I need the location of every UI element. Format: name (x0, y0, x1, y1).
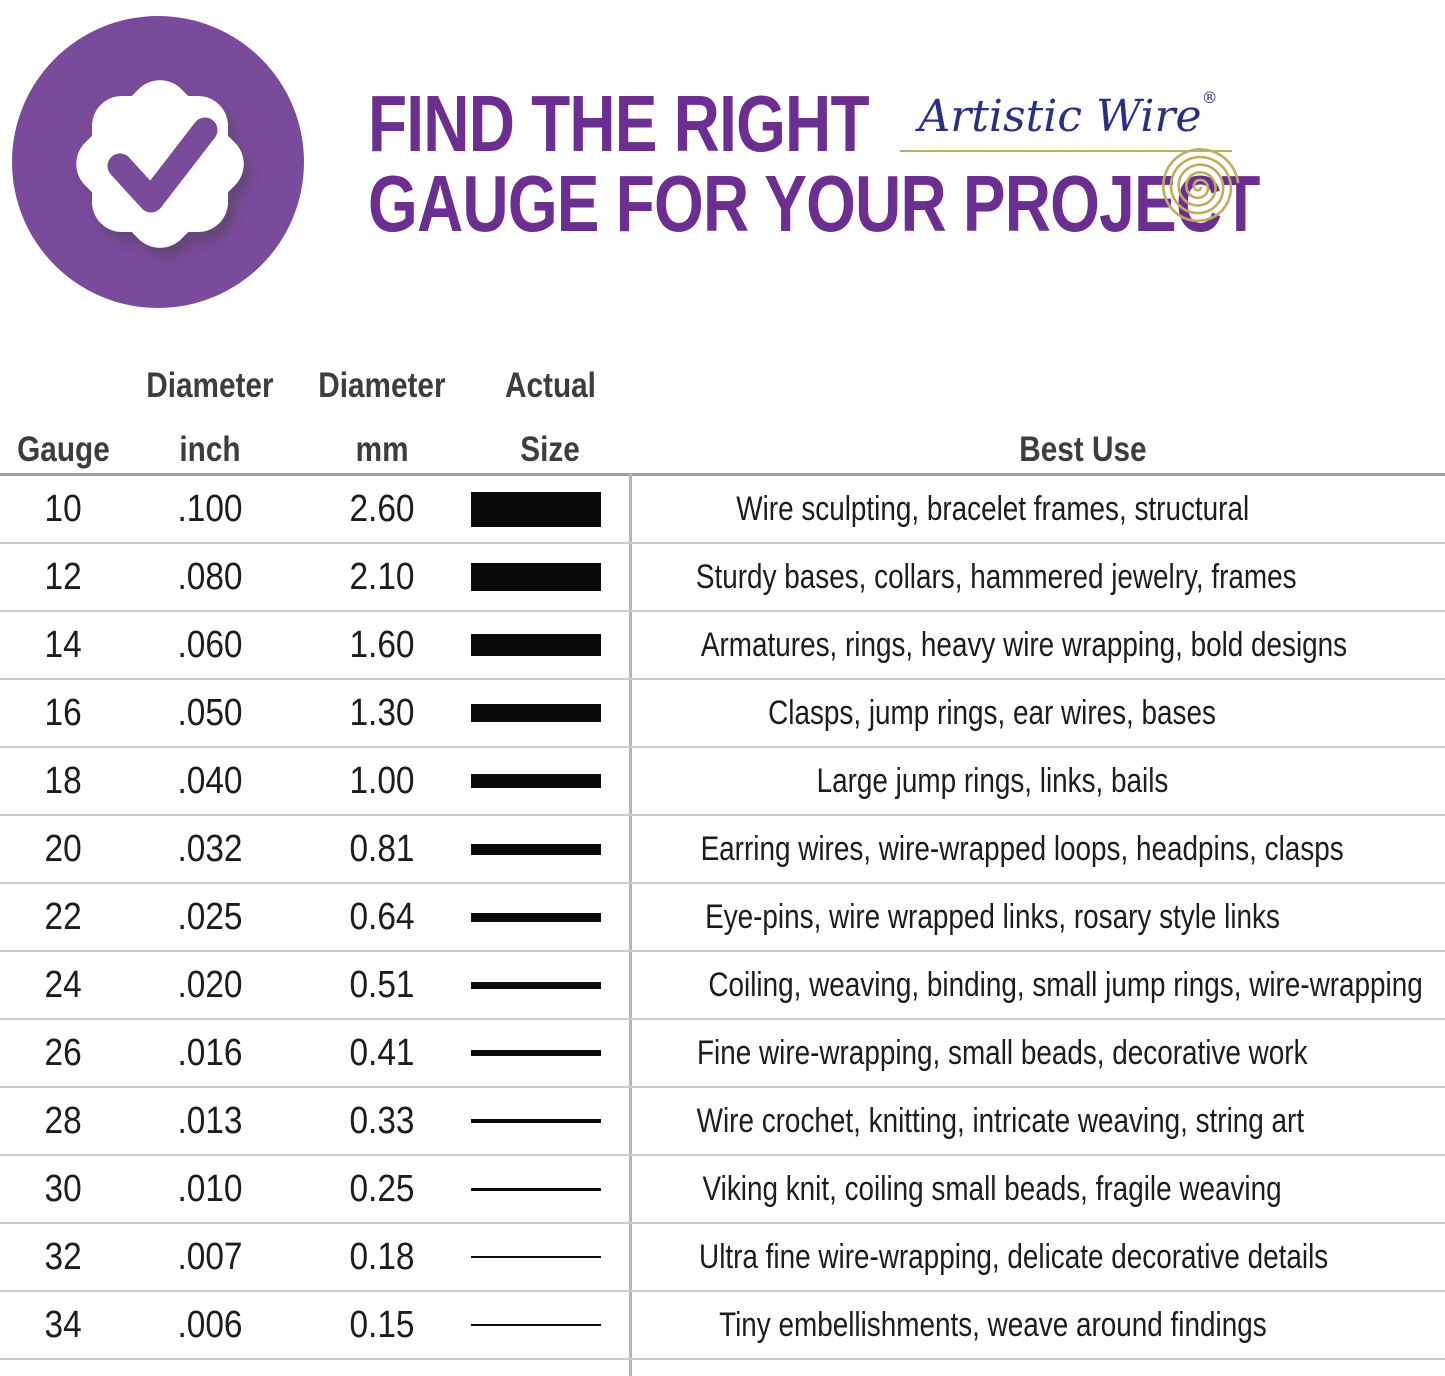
diameter-inch-value: .080 (177, 555, 243, 598)
diameter-inch-value: .100 (177, 487, 243, 530)
best-use-value: Wire crochet, knitting, intricate weaving, string art (696, 1101, 1305, 1140)
page-title-line2: GAUGE FOR YOUR PROJECT (368, 159, 1260, 248)
actual-size-cell (470, 913, 630, 922)
header-mm: mm (355, 430, 409, 469)
wire-size-bar (471, 1324, 601, 1326)
table-row (0, 680, 1445, 748)
best-use-value: Earring wires, wire-wrapped loops, headpins, clasps (700, 829, 1344, 868)
diameter-mm-value: 0.64 (349, 895, 415, 938)
best-use-value: Coiling, weaving, binding, small jump rings, wire-wrapping (708, 965, 1423, 1004)
actual-size-cell (470, 1256, 630, 1258)
gauge-value: 30 (44, 1167, 82, 1210)
table-row (0, 1224, 1445, 1292)
actual-size-cell (470, 1050, 630, 1056)
table-header-top (0, 362, 1445, 406)
table-row (0, 544, 1445, 612)
actual-size-cell (470, 1324, 630, 1326)
diameter-mm-value: 0.33 (349, 1099, 415, 1142)
best-use-value: Fine wire-wrapping, small beads, decorative work (697, 1033, 1308, 1072)
diameter-inch-value: .007 (177, 1235, 243, 1278)
diameter-inch-value: .040 (177, 759, 243, 802)
actual-size-cell (470, 492, 630, 527)
gauge-value: 18 (44, 759, 82, 802)
diameter-inch-value: .016 (177, 1031, 243, 1074)
diameter-mm-value: 0.15 (349, 1303, 415, 1346)
diameter-mm-value: 2.60 (349, 487, 415, 530)
brand-name: Artistic Wire® (918, 88, 1218, 142)
wire-size-bar (471, 563, 601, 591)
actual-size-cell (470, 634, 630, 656)
wire-size-bar (471, 844, 601, 855)
wire-size-bar (471, 704, 601, 722)
header-diameter-inch-top: Diameter (146, 366, 274, 405)
gauge-value: 16 (44, 691, 82, 734)
wire-size-bar (471, 1256, 601, 1258)
gauge-value: 26 (44, 1031, 82, 1074)
best-use-value: Tiny embellishments, weave around findings (718, 1305, 1267, 1344)
diameter-inch-value: .020 (177, 963, 243, 1006)
actual-size-cell (470, 1188, 630, 1191)
diameter-mm-value: 1.00 (349, 759, 415, 802)
diameter-inch-value: .013 (177, 1099, 243, 1142)
wire-size-bar (471, 1188, 601, 1191)
spiral-icon (1156, 144, 1242, 230)
diameter-inch-value: .050 (177, 691, 243, 734)
actual-size-cell (470, 982, 630, 989)
best-use-value: Clasps, jump rings, ear wires, bases (768, 693, 1217, 732)
diameter-inch-value: .025 (177, 895, 243, 938)
best-use-value: Ultra fine wire-wrapping, delicate decorative details (699, 1237, 1329, 1276)
table-row (0, 1292, 1445, 1360)
table-row (0, 748, 1445, 816)
wire-size-bar (471, 634, 601, 656)
gauge-table (0, 476, 1445, 1360)
actual-size-cell (470, 1119, 630, 1123)
gauge-value: 24 (44, 963, 82, 1006)
diameter-mm-value: 0.41 (349, 1031, 415, 1074)
table-row (0, 1020, 1445, 1088)
table-row (0, 816, 1445, 884)
diameter-mm-value: 0.81 (349, 827, 415, 870)
check-badge-icon (8, 10, 308, 310)
wire-size-bar (471, 1119, 601, 1123)
header-best-use: Best Use (1018, 430, 1147, 469)
best-use-value: Viking knit, coiling small beads, fragile weaving (702, 1169, 1283, 1208)
header-gauge: Gauge (16, 430, 110, 469)
table-row (0, 1088, 1445, 1156)
header-diameter-mm-top: Diameter (318, 366, 446, 405)
best-use-value: Wire sculpting, bracelet frames, structural (736, 489, 1249, 528)
best-use-value: Sturdy bases, collars, hammered jewelry, frames (695, 557, 1297, 596)
actual-size-cell (470, 563, 630, 591)
brand-logo (898, 88, 1248, 238)
gauge-value: 20 (44, 827, 82, 870)
gauge-value: 34 (44, 1303, 82, 1346)
table-row (0, 1156, 1445, 1224)
wire-size-bar (471, 1050, 601, 1056)
diameter-mm-value: 0.25 (349, 1167, 415, 1210)
header-actual-top: Actual (504, 366, 596, 405)
diameter-mm-value: 1.30 (349, 691, 415, 734)
best-use-value: Armatures, rings, heavy wire wrapping, bold designs (700, 625, 1348, 664)
gauge-value: 22 (44, 895, 82, 938)
gauge-value: 14 (44, 623, 82, 666)
actual-size-cell (470, 774, 630, 788)
actual-size-cell (470, 704, 630, 722)
table-header-bottom (0, 426, 1445, 470)
diameter-inch-value: .032 (177, 827, 243, 870)
table-row (0, 476, 1445, 544)
gauge-value: 28 (44, 1099, 82, 1142)
gauge-value: 10 (44, 487, 82, 530)
best-use-value: Large jump rings, links, bails (816, 761, 1169, 800)
actual-size-cell (470, 844, 630, 855)
table-row (0, 612, 1445, 680)
best-use-value: Eye-pins, wire wrapped links, rosary style links (705, 897, 1280, 936)
gauge-value: 32 (44, 1235, 82, 1278)
wire-size-bar (471, 774, 601, 788)
header-inch: inch (179, 430, 241, 469)
diameter-mm-value: 0.51 (349, 963, 415, 1006)
header-size: Size (520, 430, 580, 469)
table-row (0, 884, 1445, 952)
gauge-value: 12 (44, 555, 82, 598)
table-row (0, 952, 1445, 1020)
wire-size-bar (471, 982, 601, 989)
wire-size-bar (471, 492, 601, 527)
diameter-mm-value: 2.10 (349, 555, 415, 598)
diameter-inch-value: .010 (177, 1167, 243, 1210)
registered-mark: ® (1201, 88, 1218, 107)
diameter-inch-value: .006 (177, 1303, 243, 1346)
diameter-mm-value: 1.60 (349, 623, 415, 666)
diameter-inch-value: .060 (177, 623, 243, 666)
page-title-line1: FIND THE RIGHT (368, 79, 869, 168)
diameter-mm-value: 0.18 (349, 1235, 415, 1278)
wire-size-bar (471, 913, 601, 922)
